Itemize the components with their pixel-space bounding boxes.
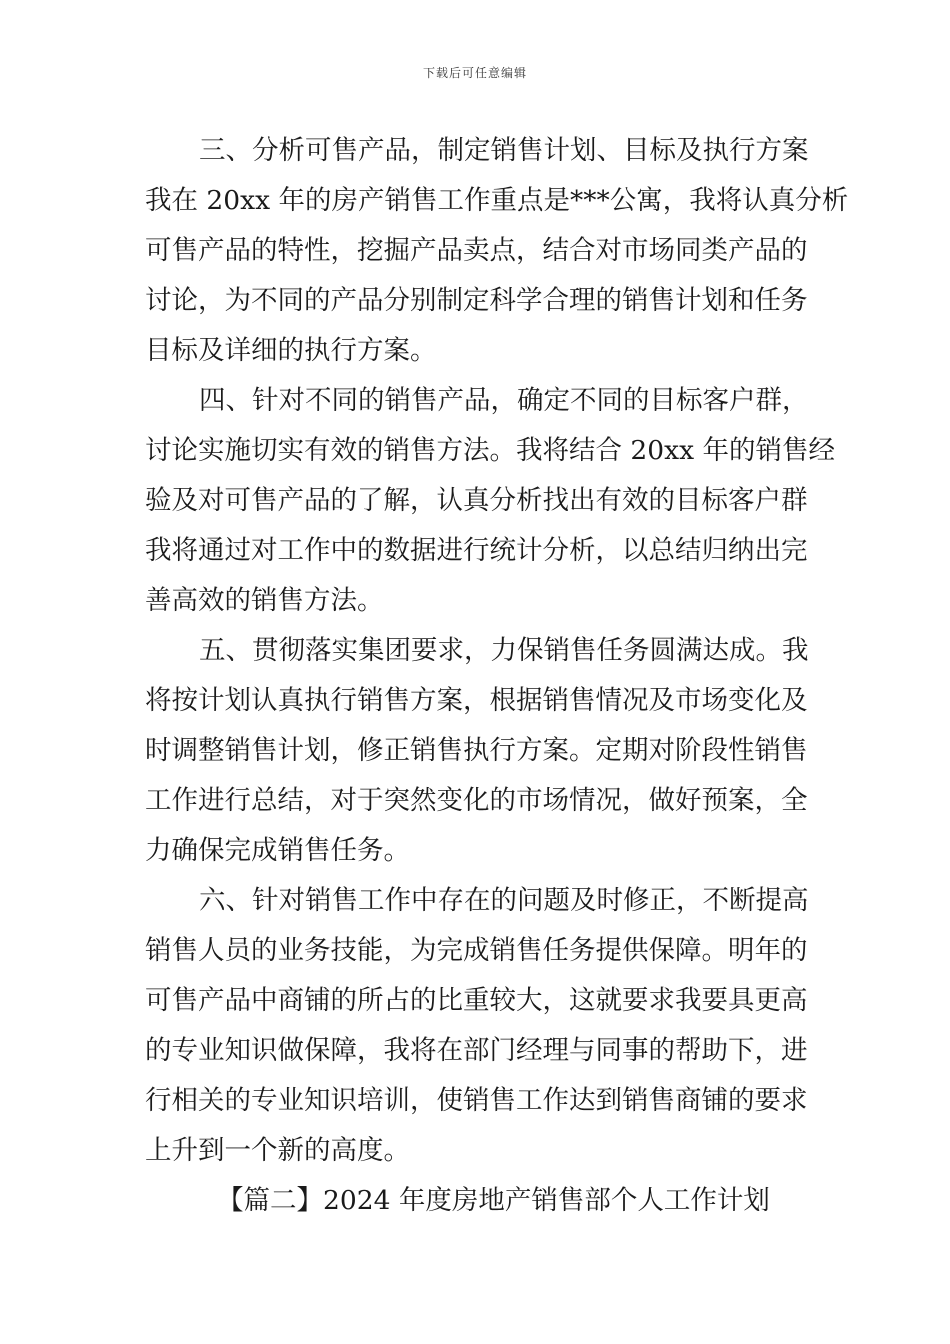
paragraph-line: 目标及详细的执行方案。 xyxy=(145,335,437,366)
paragraph-line: 行相关的专业知识培训，使销售工作达到销售商铺的要求 xyxy=(145,1085,808,1116)
paragraph-line: 时调整销售计划，修正销售执行方案。定期对阶段性销售 xyxy=(145,735,808,766)
paragraph-line: 工作进行总结，对于突然变化的市场情况，做好预案，全 xyxy=(145,785,808,816)
paragraph-line: 验及对可售产品的了解，认真分析找出有效的目标客户群 xyxy=(145,485,808,516)
paragraph-line: 我将通过对工作中的数据进行统计分析，以总结归纳出完 xyxy=(145,535,808,566)
document-body xyxy=(145,126,849,1226)
paragraph-line: 可售产品的特性，挖掘产品卖点，结合对市场同类产品的 xyxy=(145,235,808,266)
paragraph-line: 六、针对销售工作中存在的问题及时修正，不断提高 xyxy=(199,885,809,916)
paragraph-line: 可售产品中商铺的所占的比重较大，这就要求我要具更高 xyxy=(145,985,808,1016)
paragraph-line: 讨论实施切实有效的销售方法。我将结合 20xx 年的销售经 xyxy=(145,435,835,466)
paragraph-line: 四、针对不同的销售产品，确定不同的目标客户群， xyxy=(199,385,809,416)
paragraph-line: 力确保完成销售任务。 xyxy=(145,835,410,866)
section-heading: 【篇二】2024 年度房地产销售部个人工作计划 xyxy=(217,1185,770,1216)
paragraph-line: 三、分析可售产品，制定销售计划、目标及执行方案 xyxy=(199,135,809,166)
paragraph-line: 五、贯彻落实集团要求，力保销售任务圆满达成。我 xyxy=(199,635,809,666)
paragraph-line: 善高效的销售方法。 xyxy=(145,585,384,616)
page-header-note: 下载后可任意编辑 xyxy=(422,66,527,80)
paragraph-line: 销售人员的业务技能，为完成销售任务提供保障。明年的 xyxy=(145,935,808,966)
paragraph-line: 上升到一个新的高度。 xyxy=(145,1135,410,1166)
paragraph-line: 我在 20xx 年的房产销售工作重点是***公寓，我将认真分析 xyxy=(145,185,849,216)
paragraph-line: 的专业知识做保障，我将在部门经理与同事的帮助下，进 xyxy=(145,1035,808,1066)
paragraph-line: 讨论，为不同的产品分别制定科学合理的销售计划和任务 xyxy=(145,285,808,316)
paragraph-line: 将按计划认真执行销售方案，根据销售情况及市场变化及 xyxy=(145,685,808,716)
